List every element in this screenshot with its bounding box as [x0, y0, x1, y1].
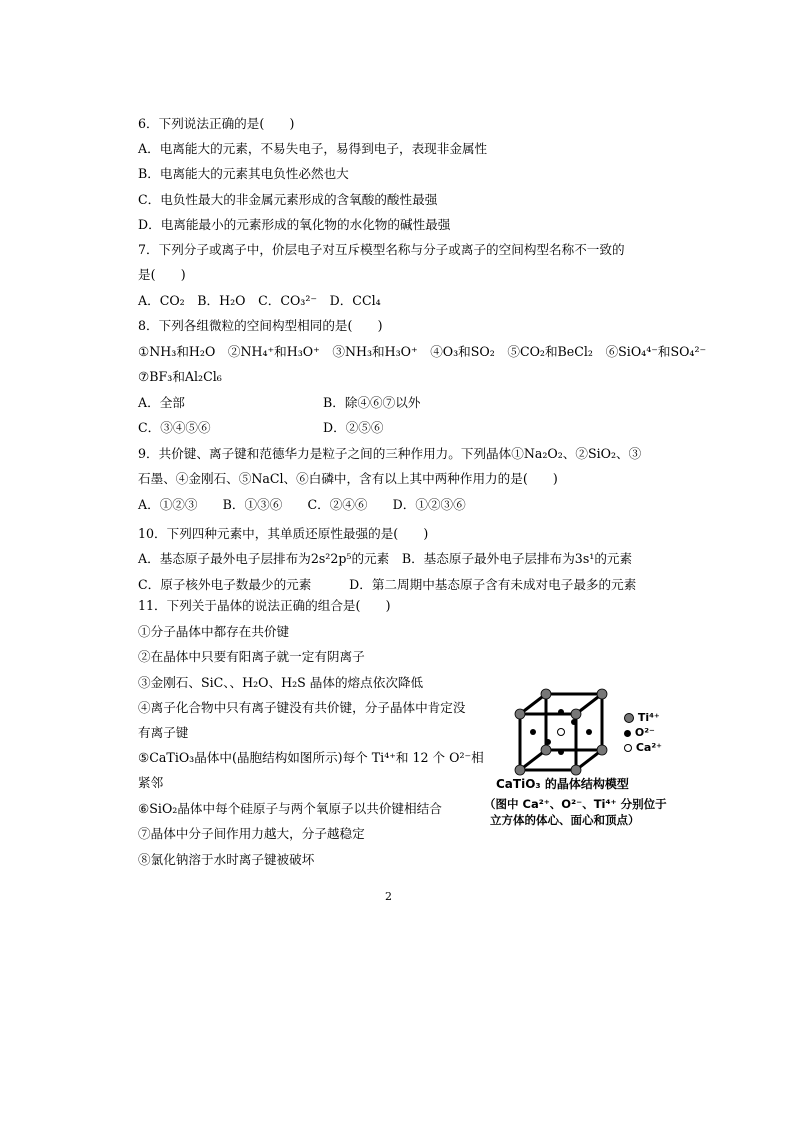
ca-atom — [558, 729, 565, 736]
legend-item-o: O²⁻ — [624, 725, 662, 740]
q8-option-d: D．②⑤⑥ — [323, 420, 384, 435]
ti-atom — [571, 709, 581, 719]
figure-caption-line-2: 立方体的体心、面心和顶点） — [490, 813, 640, 827]
q11-item-8: ⑧氯化钠溶于水时离子键被破坏 — [138, 852, 315, 867]
q7-stem-cont: 是( ) — [138, 267, 186, 282]
ti-atom — [597, 745, 607, 755]
o-atom — [558, 749, 564, 755]
q9-options: A．①②③ B．①③⑥ C．②④⑥ D．①②③⑥ — [138, 497, 466, 512]
ti-atom — [541, 689, 551, 699]
q8-stem: 8．下列各组微粒的空间构型相同的是( ) — [138, 318, 383, 333]
q6-option-c: C．电负性最大的非金属元素形成的含氧酸的酸性最强 — [138, 192, 438, 207]
o-atom — [558, 709, 564, 715]
q9-stem-cont: 石墨、④金刚石、⑤NaCl、⑥白磷中，含有以上其中两种作用力的是( ) — [138, 471, 558, 486]
ti-legend-icon — [624, 713, 634, 723]
q6-stem: 6．下列说法正确的是( ) — [138, 116, 295, 131]
legend-item-ti: Ti⁴⁺ — [624, 710, 662, 725]
ti-atom — [571, 765, 581, 775]
ti-atom — [541, 745, 551, 755]
q10-stem: 10．下列四种元素中，其单质还原性最强的是( ) — [138, 526, 429, 541]
q11-item-1: ①分子晶体中都存在共价键 — [138, 624, 290, 639]
crystal-structure-figure — [484, 684, 698, 834]
q6-option-a: A．电离能大的元素，不易失电子，易得到电子，表现非金属性 — [138, 141, 488, 156]
q7-stem: 7．下列分子或离子中，价层电子对互斥模型名称与分子或离子的空间构型名称不一致的 — [138, 242, 625, 257]
ca-legend-icon — [624, 744, 632, 752]
o-atom — [530, 729, 536, 735]
ti-atom — [515, 709, 525, 719]
ti-atom — [515, 765, 525, 775]
q11-item-5: ⑤CaTiO₃晶体中(晶胞结构如图所示)每个 Ti⁴⁺和 12 个 O²⁻相 — [138, 750, 484, 765]
q11-stem: 11．下列关于晶体的说法正确的组合是( ) — [138, 598, 391, 613]
o-atom — [586, 729, 592, 735]
q11-item-3: ③金刚石、SiC、、H₂O、H₂S 晶体的熔点依次降低 — [138, 675, 424, 690]
q10-option-cd: C．原子核外电子数最少的元素 D．第二周期中基态原子含有未成对电子最多的元素 — [138, 577, 637, 592]
q9-stem: 9．共价键、离子键和范德华力是粒子之间的三种作用力。下列晶体①Na₂O₂、②SiO₂、③ — [138, 446, 642, 461]
figure-legend — [624, 710, 662, 755]
o-atom — [571, 719, 577, 725]
q8-items: ①NH₃和H₂O ②NH₄⁺和H₃O⁺ ③NH₃和H₃O⁺ ④O₃和SO₂ ⑤CO₂和BeCl₂ ⑥SiO₄⁴⁻和SO₄²⁻ — [138, 344, 707, 359]
q11-item-4: ④离子化合物中只有离子键没有共价键，分子晶体中肯定没 — [138, 700, 466, 715]
q10-option-ab: A．基态原子最外电子层排布为2s²2p⁵的元素 B．基态原子最外电子层排布为3s¹的元素 — [138, 551, 633, 566]
cubic-unit-cell-diagram — [504, 684, 644, 779]
q8-option-a: A．全部 — [138, 395, 185, 410]
o-legend-icon — [624, 730, 631, 737]
q11-item-7: ⑦晶体中分子间作用力越大，分子越稳定 — [138, 826, 365, 841]
page-number: 2 — [385, 890, 392, 903]
q11-item-5-cont: 紧邻 — [138, 775, 164, 790]
q11-item-6: ⑥SiO₂晶体中每个硅原子与两个氧原子以共价键相结合 — [138, 801, 442, 816]
q6-option-b: B．电离能大的元素其电负性必然也大 — [138, 166, 349, 181]
q7-options: A．CO₂ B．H₂O C．CO₃²⁻ D．CCl₄ — [138, 293, 381, 308]
ti-atom — [597, 689, 607, 699]
q8-option-c: C．③④⑤⑥ — [138, 420, 211, 435]
q8-items-cont: ⑦BF₃和Al₂Cl₆ — [138, 369, 222, 384]
o-atom — [545, 739, 551, 745]
q8-option-b: B．除④⑥⑦以外 — [323, 395, 421, 410]
figure-caption-line-1: （图中 Ca²⁺、O²⁻、Ti⁴⁺ 分别位于 — [484, 797, 667, 811]
q6-option-d: D．电离能最小的元素形成的氧化物的水化物的碱性最强 — [138, 217, 451, 232]
q11-item-4-cont: 有离子键 — [138, 725, 189, 740]
q11-item-2: ②在晶体中只要有阳离子就一定有阴离子 — [138, 649, 365, 664]
figure-title: CaTiO₃ 的晶体结构模型 — [496, 777, 629, 791]
legend-item-ca: Ca²⁺ — [624, 740, 662, 755]
